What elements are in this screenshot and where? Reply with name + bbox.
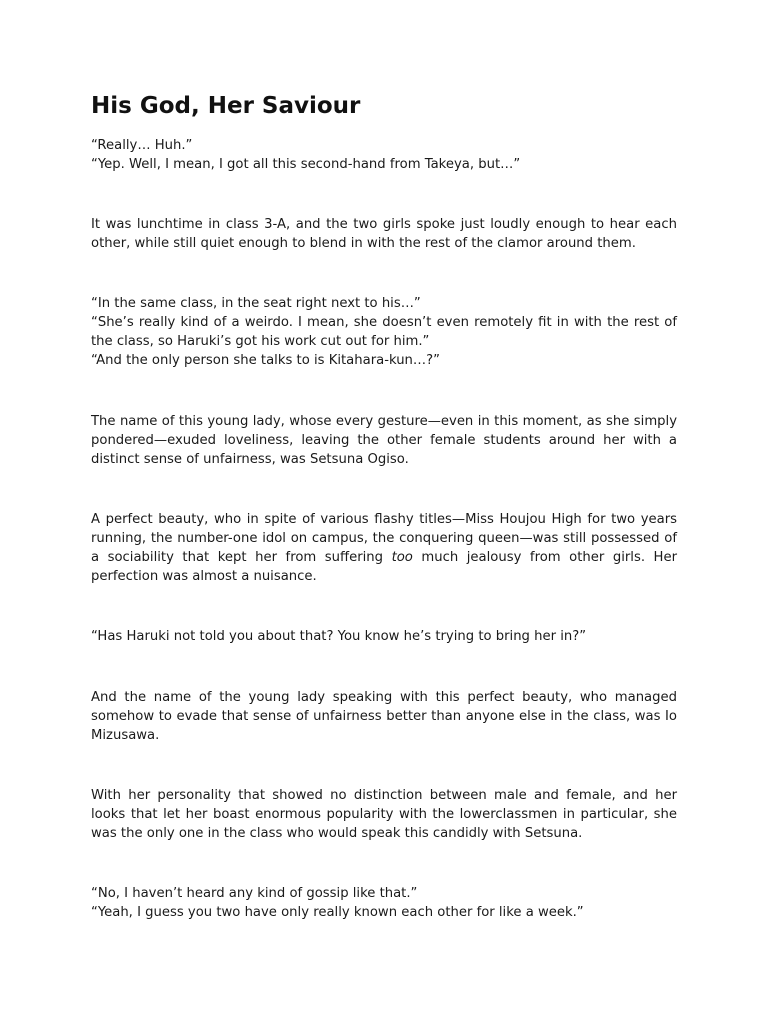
dialogue-line: “No, I haven’t heard any kind of gossip like that.” xyxy=(91,886,418,901)
dialogue-line: “Yep. Well, I mean, I got all this second-hand from Takeya, but…” xyxy=(91,156,521,172)
emphasis-text: too xyxy=(391,549,413,565)
dialogue-line: “Really… Huh.” xyxy=(91,138,193,153)
dialogue-block-2 xyxy=(91,295,677,371)
dialogue-haruki-question: “Has Haruki not told you about that? You know he’s trying to bring her in?” xyxy=(91,629,587,644)
narration-lunchtime: It was lunchtime in class 3-A, and the two girls spoke just loudly enough to hear each other, while still quiet enough to blend in with the rest of the clamor around them. xyxy=(91,217,677,251)
narration-perfect-beauty xyxy=(91,511,677,587)
dialogue-block-1 xyxy=(91,137,677,175)
dialogue-line: “In the same class, in the seat right next to his…” xyxy=(91,296,421,311)
narration-setsuna-intro: The name of this young lady, whose every gesture—even in this moment, as she simply pondered—exuded loveliness, leaving the other female students around her with a distinct sense of unfairness, was Setsuna Ogiso. xyxy=(91,414,677,467)
narration-text: A perfect beauty, who in spite of various flashy titles—Miss Houjou High for two years running, the number-one idol on campus, the conquering queen—was still possessed of a sociability that kept her from suffering xyxy=(91,512,677,565)
narration-text: much jealousy from other girls. Her perfection was almost a nuisance. xyxy=(91,549,678,584)
dialogue-block-3 xyxy=(91,885,677,923)
chapter-title: His God, Her Saviour xyxy=(91,93,361,119)
dialogue-line: “Yeah, I guess you two have only really known each other for like a week.” xyxy=(91,904,584,920)
narration-io-intro: And the name of the young lady speaking with this perfect beauty, who managed somehow to evade that sense of unfairness better than anyone else in the class, was Io Mizusawa. xyxy=(91,690,677,743)
dialogue-line: “She’s really kind of a weirdo. I mean, she doesn’t even remotely fit in with the rest of the class, so Haruki’s got his work cut out for him.” xyxy=(91,314,677,349)
dialogue-line: “And the only person she talks to is Kitahara-kun…?” xyxy=(91,352,440,368)
narration-io-personality: With her personality that showed no distinction between male and female, and her looks that let her boast enormous popularity with the lowerclassmen in particular, she was the only one in the class who would speak this candidly with Setsuna. xyxy=(91,788,677,841)
